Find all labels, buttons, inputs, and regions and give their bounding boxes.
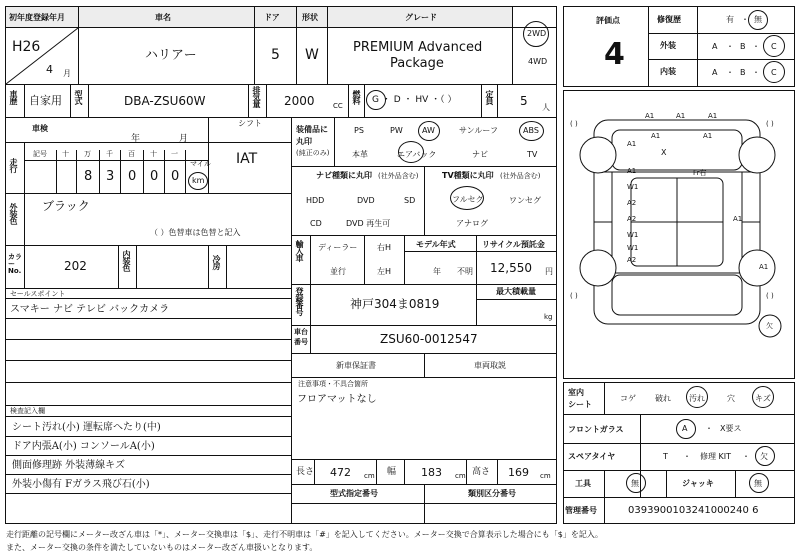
digit-header-3: 千 — [106, 150, 113, 158]
separator-dot: ・ — [726, 68, 734, 77]
grade-line2: Package — [390, 56, 444, 71]
height-unit: cm — [540, 472, 551, 480]
model-year-unknown: 不明 — [457, 267, 473, 276]
nav-sd: SD — [404, 196, 416, 205]
type-designation-label: 型式指定番号 — [330, 489, 378, 498]
shaken-label: 車検 — [32, 124, 48, 133]
tire-rear-left — [580, 250, 616, 286]
mileage-digit: 0 — [128, 169, 137, 184]
first-reg-year: H26 — [12, 39, 41, 55]
mgmt-number: 0393900103241000240 6 — [628, 505, 759, 516]
spare-dot: ・ — [742, 452, 750, 461]
recycle-label: リサイクル預託金 — [482, 240, 545, 249]
shaken-year: 年 — [131, 134, 141, 144]
sales-point: スマキー ナビ テレビ バックカメラ — [10, 304, 170, 315]
import-label: 輸入車 — [295, 240, 304, 261]
equip-navi: ナビ — [472, 150, 488, 159]
interior-color-label: 内装色 — [122, 250, 131, 271]
inspector-line: 外装小傷有 Fガラス飛び石(小) — [12, 479, 150, 490]
model-year-label: モデル年式 — [416, 240, 456, 249]
diag-mark: A1 — [703, 132, 713, 140]
car-name: ハリアー — [145, 48, 197, 63]
diag-paren: ( ) — [766, 292, 774, 300]
grade-line1: PREMIUM Advanced — [353, 40, 483, 55]
ext-color: ブラック — [42, 199, 90, 213]
equip-ps: PS — [354, 126, 364, 135]
repair-no: 無 — [754, 15, 762, 24]
recycle-value: 12,550 — [490, 261, 532, 275]
diag-note: Fr右 — [693, 169, 707, 177]
length-unit: cm — [364, 472, 375, 480]
tire-front-left — [580, 137, 616, 173]
nav-cd: CD — [310, 219, 322, 228]
glass-dot: ・ — [705, 424, 713, 433]
equip-aw: AW — [422, 126, 435, 135]
first-reg-month: 4 — [46, 63, 53, 76]
mgmt-label: 管理番号 — [565, 506, 597, 515]
seat-hole: 穴 — [727, 394, 735, 403]
equip-leather: 本革 — [352, 150, 368, 159]
width-unit: cm — [455, 472, 466, 480]
doors: 5 — [271, 47, 280, 63]
mileage-digit: 3 — [106, 169, 115, 184]
chassis-number: ZSU60-0012547 — [380, 332, 478, 346]
digit-header-4: 百 — [128, 150, 135, 158]
width-label: 幅 — [387, 467, 397, 477]
car-name-label: 車名 — [155, 13, 171, 22]
caution-label: 注意事項・不具合箇所 — [298, 380, 368, 388]
nav-dvd: DVD — [357, 196, 375, 205]
diag-mark: W1 — [627, 183, 639, 191]
spare-kit: 修理 KIT — [700, 452, 732, 461]
ext-color-note: （ ）色替車は色替と記入 — [150, 228, 241, 237]
tv-oneseg: ワンセグ — [509, 196, 541, 205]
cooler-label: 冷房 — [212, 255, 221, 269]
separator-dot: ・ — [752, 68, 760, 77]
door-label: ドア — [264, 13, 280, 22]
diag-x: X — [661, 148, 667, 157]
diag-paren: ( ) — [766, 120, 774, 128]
interior-grade-label: 内装 — [660, 67, 676, 76]
int-grade-c: C — [771, 68, 777, 77]
equip-abs: ABS — [523, 126, 539, 135]
glass-label: フロントガラス — [568, 425, 624, 434]
shift-label: シフト — [238, 119, 262, 128]
shift: IAT — [236, 151, 258, 167]
registration-label: 登録番号 — [295, 287, 304, 315]
digit-header-5: 十 — [150, 150, 157, 158]
diag-mark: W1 — [627, 244, 639, 252]
cc-unit: CC — [333, 102, 343, 110]
manual-label: 車両取説 — [474, 361, 506, 370]
import-parallel: 並行 — [330, 267, 346, 276]
capacity: 5 — [520, 94, 528, 108]
drive-2wd: 2WD — [527, 29, 547, 38]
chassis-label-1: 車台 — [294, 328, 308, 336]
equip-tv: TV — [527, 150, 538, 159]
usage-label: 車歴 — [9, 90, 18, 104]
tv-header-note: (社外品含む) — [500, 172, 541, 180]
height: 169 — [508, 466, 529, 479]
separator-dot: ・ — [726, 42, 734, 51]
usage: 自家用 — [29, 94, 62, 107]
first-reg-label: 初年度登録年月 — [9, 13, 65, 22]
model: DBA-ZSU60W — [124, 94, 206, 108]
grade-label: グレード — [405, 13, 437, 22]
shape: W — [305, 47, 319, 63]
width: 183 — [421, 466, 442, 479]
digit-header-6: 一 — [171, 150, 178, 158]
diag-mark: A2 — [627, 215, 637, 223]
tools-label: 工具 — [575, 479, 591, 488]
tv-header: TV種類に丸印 — [442, 171, 494, 180]
right-h: 右H — [377, 243, 392, 252]
diag-mark: W1 — [627, 231, 639, 239]
glass-x: X要ス — [720, 424, 742, 433]
exterior-grade-label: 外装 — [660, 41, 676, 50]
kg-unit: kg — [544, 313, 553, 321]
repair-label: 修復歴 — [657, 15, 681, 24]
equip-label-1: 装備品に — [296, 125, 328, 134]
nav-header: ナビ種類に丸印 — [316, 171, 372, 180]
yen-unit: 円 — [545, 267, 553, 276]
int-grade-b: B — [740, 68, 746, 77]
nav-dvd-play: DVD 再生可 — [346, 219, 391, 228]
max-load-label: 最大積載量 — [496, 287, 536, 296]
equip-label-2: 丸印 — [296, 137, 312, 146]
ext-grade-c: C — [771, 42, 777, 51]
jack-label: ジャッキ — [682, 479, 714, 488]
model-year-unit: 年 — [433, 267, 441, 276]
equip-airbag: エアバック — [397, 150, 437, 159]
length-label: 長さ — [296, 467, 315, 477]
score: 4 — [604, 37, 625, 72]
left-h: 左H — [377, 267, 392, 276]
diag-mark: A1 — [651, 132, 661, 140]
diag-mark: A1 — [627, 140, 637, 148]
shaken-month: 月 — [179, 134, 189, 144]
diag-paren: ( ) — [570, 292, 578, 300]
diag-mark: A2 — [627, 199, 637, 207]
capacity-unit: 人 — [542, 103, 550, 112]
length: 472 — [330, 466, 351, 479]
category-label: 類別区分番号 — [468, 489, 516, 498]
diag-mark: A1 — [759, 263, 769, 271]
model-label: 型式 — [74, 90, 83, 104]
spare-dot: ・ — [683, 452, 691, 461]
score-label: 評価点 — [596, 16, 620, 25]
diag-mark: A2 — [627, 256, 637, 264]
fuel-label: 燃料 — [352, 90, 361, 104]
tv-fullseg: フルセグ — [452, 195, 484, 204]
inspector-line: シート汚れ(小) 運転席へたり(中) — [12, 422, 161, 433]
seat-scratch: キズ — [755, 394, 771, 403]
diag-mark: A1 — [733, 215, 743, 223]
ext-color-label: 外装色 — [9, 203, 18, 224]
diag-mark: A1 — [676, 112, 686, 120]
interior-seat-label-1: 室内 — [568, 388, 584, 397]
tire-front-right — [739, 137, 775, 173]
mileage-digit: 0 — [171, 169, 180, 184]
footer-note-1: 走行距離の記号欄にメーター改ざん車は「*」、メーター交換車は「$」、走行不明車は「#」を記入してください。メーター交換で合算表示した場合にも「$」を記入。 — [6, 530, 603, 539]
equip-sunroof: サンルーフ — [459, 126, 498, 135]
tire-rear-right — [739, 250, 775, 286]
spare-t: T — [663, 452, 668, 461]
diag-mark: A1 — [645, 112, 655, 120]
caution-value: フロアマットなし — [297, 394, 377, 405]
diag-paren: ( ) — [570, 120, 578, 128]
fuel-options: G ・ D ・ HV ・（ ） — [372, 95, 457, 105]
capacity-label: 定員 — [485, 90, 494, 104]
mileage-digit: 8 — [84, 169, 93, 184]
month-unit: 月 — [63, 69, 71, 78]
warranty-label: 新車保証書 — [336, 361, 376, 370]
nav-header-note: (社外品含む) — [378, 172, 419, 180]
diag-mark: A1 — [708, 112, 718, 120]
tv-analog: アナログ — [456, 219, 488, 228]
seat-tear: 破れ — [655, 394, 671, 403]
footer-note-2: また、メーター交換の条件を満たしていないものはメーター改ざん車扱いとなります。 — [6, 543, 318, 552]
import-dealer: ディーラー — [318, 243, 358, 252]
separator-dot: ・ — [752, 42, 760, 51]
spare-missing: 欠 — [760, 452, 768, 461]
inspector-line: 側面修理跡 外装薄線キズ — [12, 460, 125, 471]
color-no-label: カラーNo. — [8, 253, 22, 275]
displacement-label: 排気量 — [252, 86, 261, 107]
tools-value: 無 — [631, 479, 639, 488]
registration-number: 神戸304ま0819 — [350, 297, 440, 311]
seat-burn: コゲ — [620, 394, 636, 403]
height-label: 高さ — [472, 467, 491, 477]
chassis-label-2: 番号 — [294, 338, 308, 346]
diag-kake: 欠 — [766, 322, 773, 330]
interior-seat-label-2: シート — [568, 400, 592, 409]
jack-value: 無 — [754, 479, 762, 488]
separator-dot: ・ — [741, 15, 749, 24]
ext-grade-a: A — [712, 42, 718, 51]
mileage-digit: 0 — [150, 169, 159, 184]
digit-header-0: 記号 — [33, 150, 47, 158]
seat-dirt: 汚れ — [689, 394, 705, 403]
int-grade-a: A — [712, 68, 718, 77]
mile-label: マイル — [190, 160, 211, 168]
nav-hdd: HDD — [306, 196, 325, 205]
glass-a: A — [682, 424, 688, 433]
inspector-label: 検査記入欄 — [10, 407, 45, 415]
color-no: 202 — [64, 259, 87, 273]
equip-label-3: (純正のみ) — [296, 149, 330, 157]
displacement: 2000 — [284, 94, 315, 108]
repair-yes: 有 — [726, 15, 734, 24]
inspector-line: ドア内張A(小) コンソールA(小) — [12, 441, 155, 452]
shape-label: 形状 — [302, 13, 318, 22]
digit-header-1: 十 — [62, 150, 69, 158]
digit-header-2: 万 — [84, 150, 91, 158]
drive-4wd: 4WD — [528, 57, 548, 66]
sales-point-label: セールスポイント — [10, 290, 66, 298]
equip-pw: PW — [390, 126, 403, 135]
km-label: km — [192, 176, 205, 185]
spare-label: スペアタイヤ — [568, 452, 616, 461]
ext-grade-b: B — [740, 42, 746, 51]
mileage-label: 走行 — [9, 158, 18, 172]
diag-mark: A1 — [627, 167, 637, 175]
